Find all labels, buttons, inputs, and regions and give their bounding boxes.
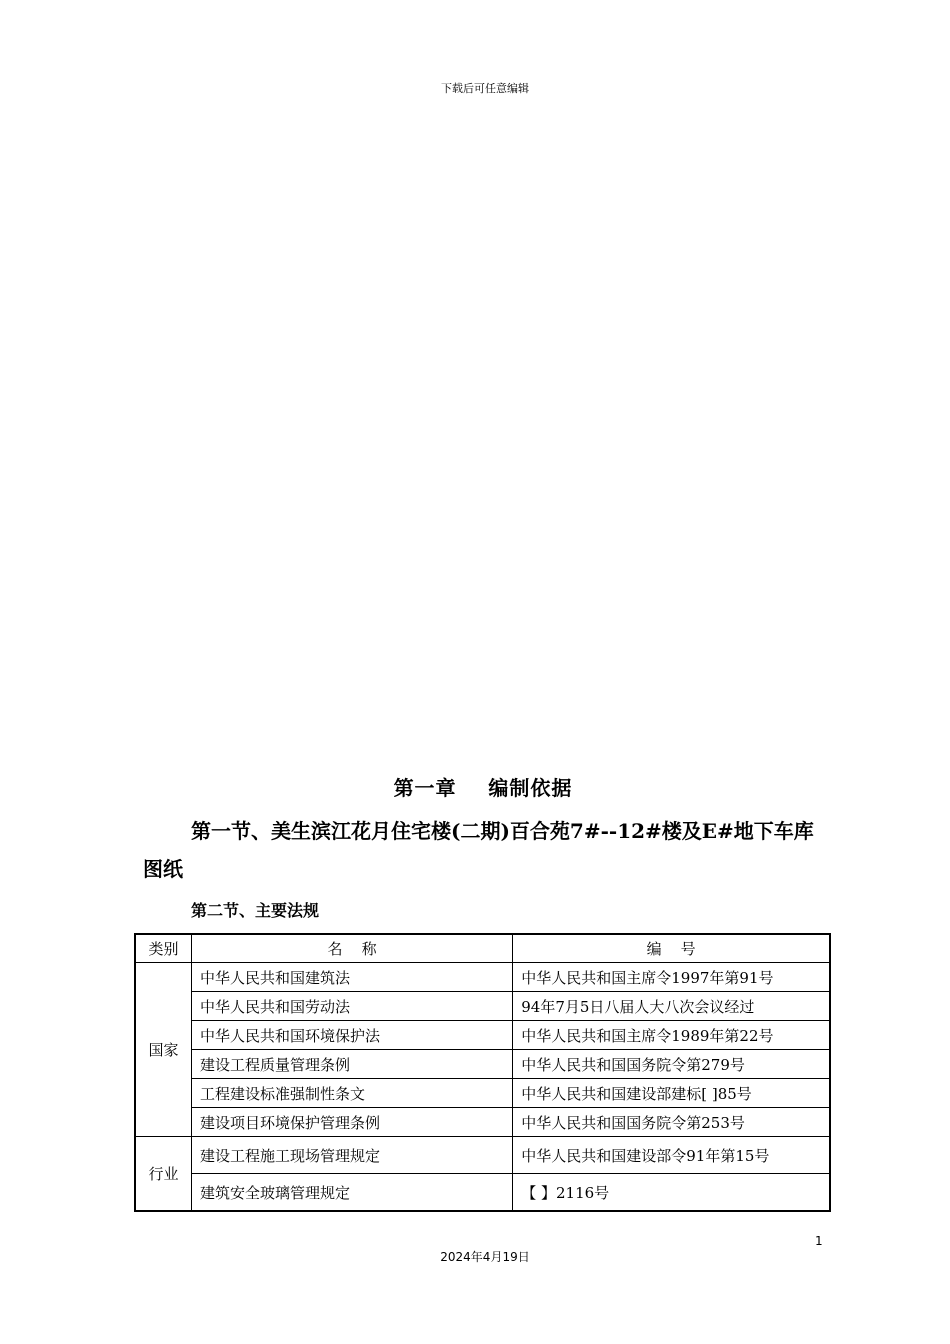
regulation-name: 中华人民共和国劳动法 (191, 992, 512, 1021)
regulation-code: 中华人民共和国主席令1989年第22号 (513, 1021, 830, 1050)
section-1-heading: 第一节、美生滨江花月住宅楼(二期)百合苑7#--12#楼及E#地下车库图纸 (143, 819, 814, 881)
regulation-code: 中华人民共和国主席令1997年第91号 (513, 963, 830, 992)
regulation-code: 中华人民共和国建设部令91年第15号 (513, 1137, 830, 1174)
category-cell-national: 国家 (135, 963, 191, 1137)
header-code: 编 号 (513, 934, 830, 963)
regulation-code: 中华人民共和国建设部建标[ ]85号 (513, 1079, 830, 1108)
regulations-table (134, 933, 831, 1212)
regulation-code: 94年7月5日八届人大八次会议经过 (513, 992, 830, 1021)
header-category: 类别 (135, 934, 191, 963)
page-number: 1 (815, 1234, 823, 1248)
regulation-name: 建设工程施工现场管理规定 (191, 1137, 512, 1174)
regulation-name: 中华人民共和国建筑法 (191, 963, 512, 992)
regulation-code: 中华人民共和国国务院令第253号 (513, 1108, 830, 1137)
regulation-name: 建筑安全玻璃管理规定 (191, 1174, 512, 1212)
table-row (135, 1079, 830, 1108)
table-row (135, 1108, 830, 1137)
table-row (135, 1137, 830, 1174)
header-note: 下载后可任意编辑 (441, 82, 529, 95)
section-2-heading: 第二节、主要法规 (191, 901, 320, 920)
table-header-row (135, 934, 830, 963)
regulation-name: 中华人民共和国环境保护法 (191, 1021, 512, 1050)
chapter-title: 第一章 编制依据 (393, 776, 573, 800)
regulation-name: 建设工程质量管理条例 (191, 1050, 512, 1079)
table-row (135, 992, 830, 1021)
footer-date: 2024年4月19日 (440, 1250, 530, 1264)
regulation-name: 工程建设标准强制性条文 (191, 1079, 512, 1108)
table-row (135, 1050, 830, 1079)
header-name: 名 称 (191, 934, 512, 963)
regulation-code: 中华人民共和国国务院令第279号 (513, 1050, 830, 1079)
table-row (135, 1021, 830, 1050)
table-row (135, 963, 830, 992)
category-cell-industry: 行业 (135, 1137, 191, 1212)
regulation-code: 【 】2116号 (513, 1174, 830, 1212)
table-row (135, 1174, 830, 1212)
regulation-name: 建设项目环境保护管理条例 (191, 1108, 512, 1137)
